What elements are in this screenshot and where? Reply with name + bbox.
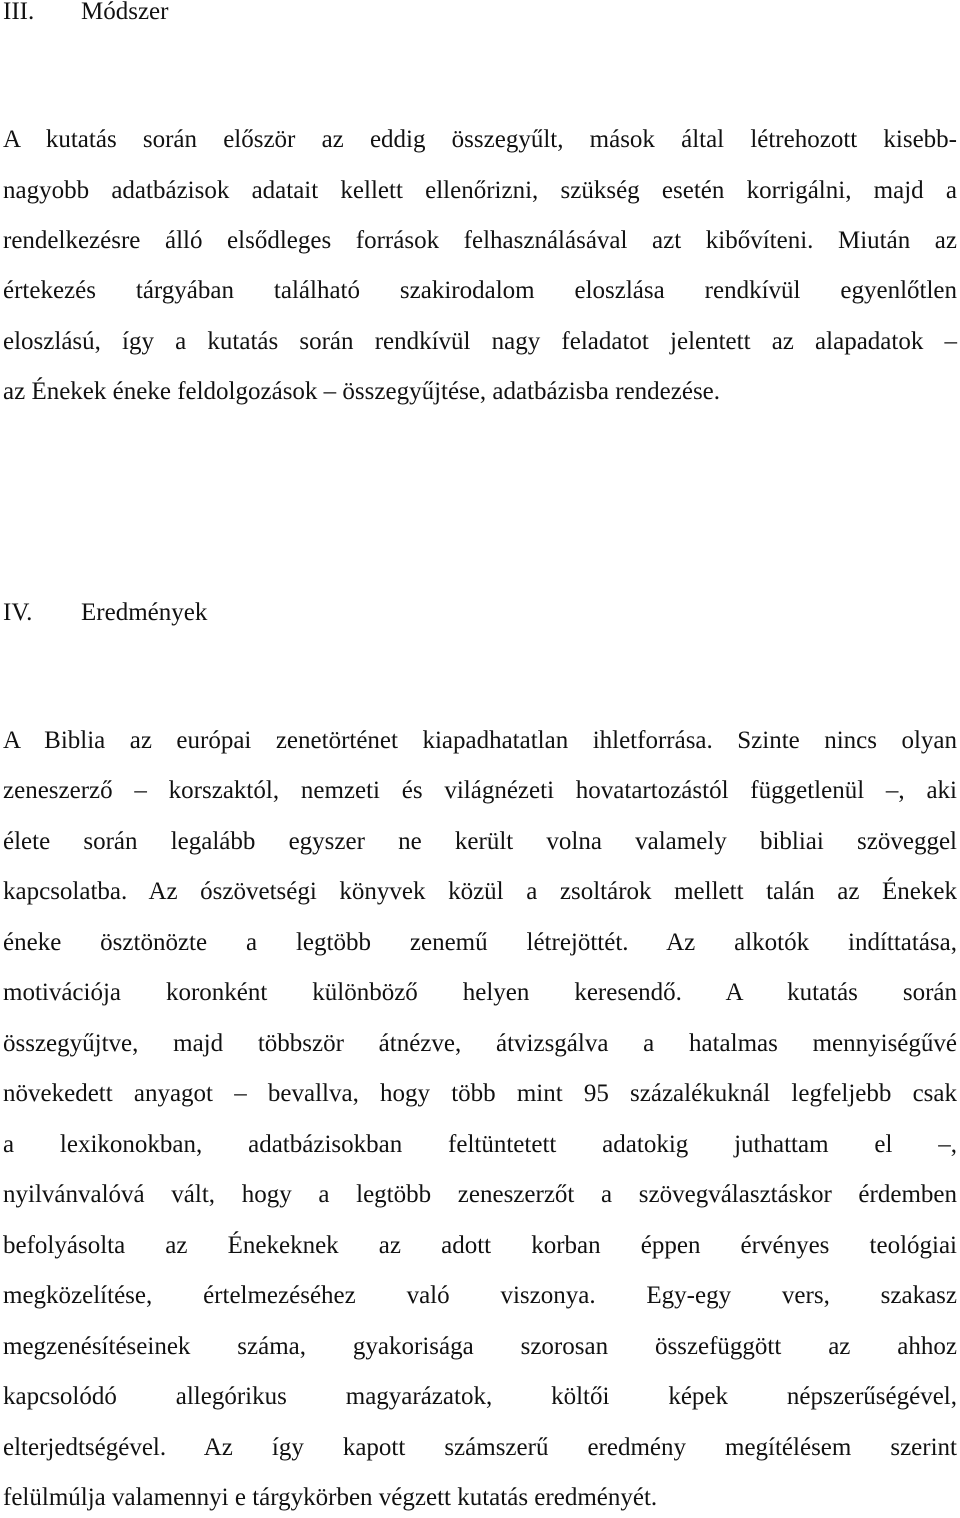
section-title: Módszer xyxy=(81,0,169,25)
paragraph-line: felülmúlja valamennyi e tárgykörben végzett kutatás eredményét. xyxy=(3,1484,658,1511)
paragraph-line: megzenésítéseinek száma, gyakorisága szorosan összefüggött az ahhoz xyxy=(3,1333,957,1360)
paragraph-line: kapcsolódó allegórikus magyarázatok, költői képek népszerűségével, xyxy=(3,1383,957,1410)
paragraph-line: éneke ösztönözte a legtöbb zenemű létrejöttét. Az alkotók indíttatása, xyxy=(3,929,957,956)
paragraph-line: növekedett anyagot – bevallva, hogy több mint 95 százalékuknál legfeljebb csak xyxy=(3,1080,957,1107)
section-heading-results xyxy=(3,598,207,628)
paragraph-line: eloszlású, így a kutatás során rendkívül nagy feladatot jelentett az alapadatok – xyxy=(3,328,957,355)
section-heading-methods xyxy=(3,0,168,27)
paragraph-line: a lexikonokban, adatbázisokban feltüntetett adatokig juthattam el –, xyxy=(3,1131,957,1158)
paragraph-line: A kutatás során először az eddig összegyűlt, mások által létrehozott kisebb- xyxy=(3,126,957,153)
paragraph-line: elterjedtségével. Az így kapott számszerű eredmény megítélésem szerint xyxy=(3,1434,957,1461)
paragraph-line: értekezés tárgyában található szakirodalom eloszlása rendkívül egyenlőtlen xyxy=(3,277,957,304)
paragraph-line: befolyásolta az Énekeknek az adott korban éppen érvényes teológiai xyxy=(3,1232,957,1259)
paragraph-line: összegyűjtve, majd többször átnézve, átvizsgálva a hatalmas mennyiségűvé xyxy=(3,1030,957,1057)
section-title: Eredmények xyxy=(81,599,208,626)
section-number: IV. xyxy=(3,599,33,626)
paragraph-line: rendelkezésre álló elsődleges források felhasználásával azt kibővíteni. Miután az xyxy=(3,227,957,254)
paragraph-line: motivációja koronként különböző helyen keresendő. A kutatás során xyxy=(3,979,957,1006)
paragraph-line: nagyobb adatbázisok adatait kellett ellenőrizni, szükség esetén korrigálni, majd a xyxy=(3,177,957,204)
paragraph-line: az Énekek éneke feldolgozások – összegyűjtése, adatbázisba rendezése. xyxy=(3,378,721,405)
paragraph-line: élete során legalább egyszer ne került volna valamely bibliai szöveggel xyxy=(3,828,957,855)
paragraph-line: A Biblia az európai zenetörténet kiapadhatatlan ihletforrása. Szinte nincs olyan xyxy=(3,727,957,754)
paragraph-line: megközelítése, értelmezéséhez való viszonya. Egy-egy vers, szakasz xyxy=(3,1282,957,1309)
section-number: III. xyxy=(3,0,35,25)
paragraph-line: nyilvánvalóvá vált, hogy a legtöbb zeneszerzőt a szövegválasztáskor érdemben xyxy=(3,1181,957,1208)
paragraph-line: zeneszerző – korszaktól, nemzeti és világnézeti hovatartozástól függetlenül –, aki xyxy=(3,777,957,804)
paragraph-line: kapcsolatba. Az ószövetségi könyvek közül a zsoltárok mellett talán az Énekek xyxy=(3,878,957,905)
